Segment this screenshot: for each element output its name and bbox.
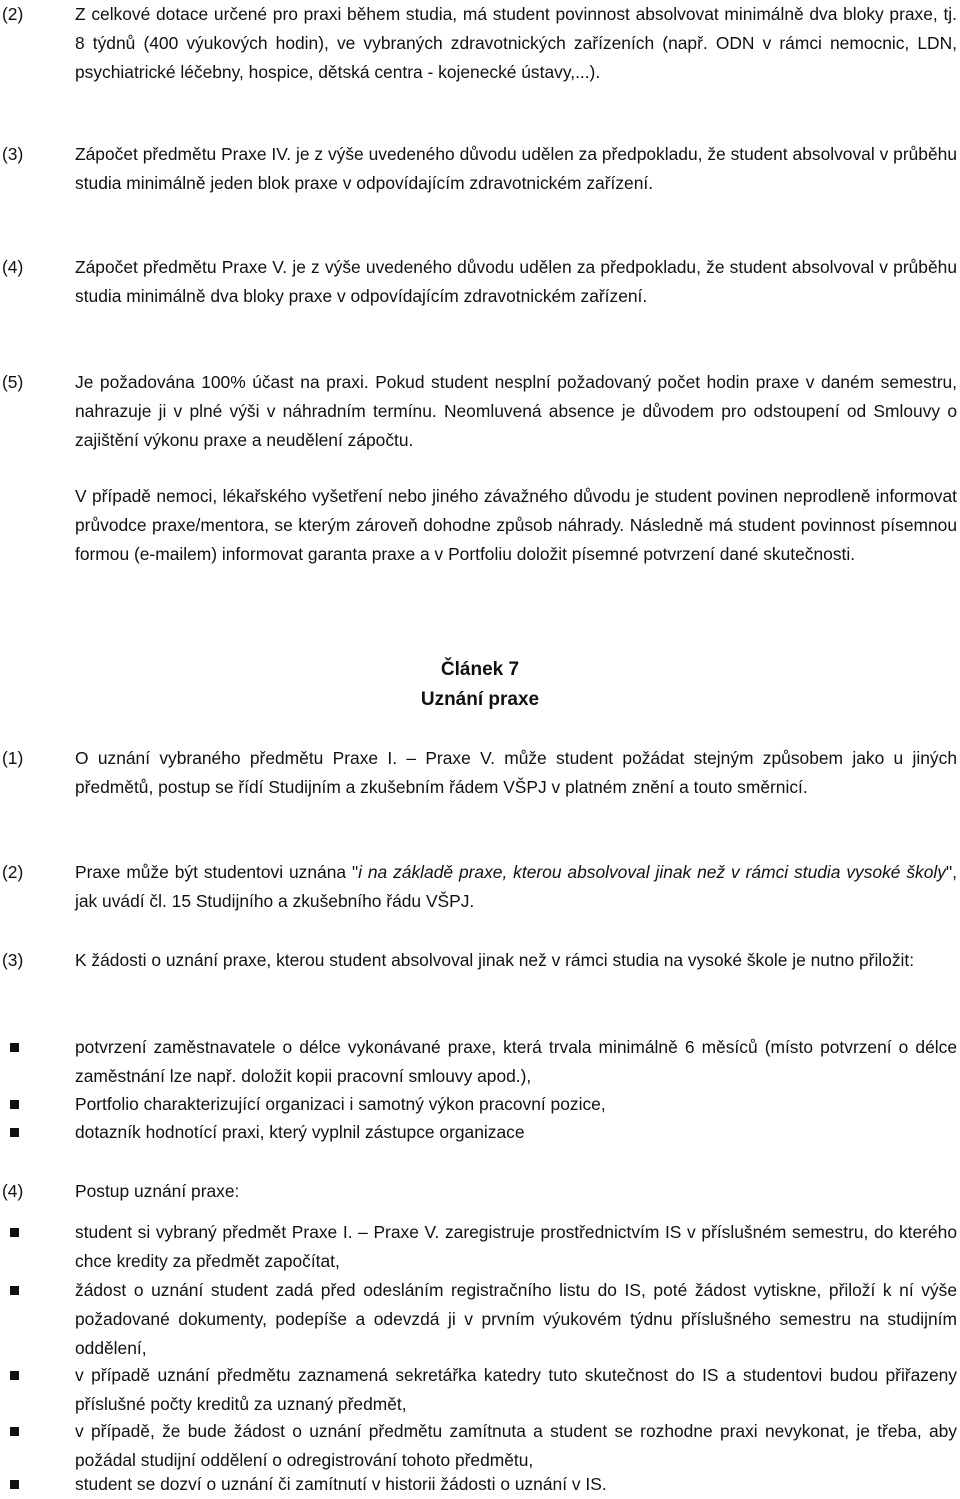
paragraph-number: (4)	[2, 1181, 24, 1201]
article7-paragraph-2	[0, 858, 960, 916]
paragraph-text: O uznání vybraného předmětu Praxe I. – Praxe V. může student požádat stejným způsobem jako u jiných předmětů, postup se řídí Studijním a zkušebním řádem VŠPJ v platném znění a touto směrnicí.	[75, 748, 957, 797]
paragraph-4	[0, 253, 960, 311]
text-segment: Praxe může být studentovi uznána "	[75, 862, 359, 882]
bullet-item	[0, 1276, 960, 1363]
paragraph-text: K žádosti o uznání praxe, kterou student absolvoval jinak než v rámci studia na vysoké škole je nutno přiložit:	[75, 950, 915, 970]
bullet-item	[0, 1118, 960, 1147]
paragraph-text: Zápočet předmětu Praxe IV. je z výše uvedeného důvodu udělen za předpokladu, že student absolvoval v průběhu studia minimálně jeden blok praxe v odpovídajícím zdravotnickém zařízení.	[75, 144, 957, 193]
bullet-item	[0, 1470, 960, 1499]
article7-paragraph-1	[0, 744, 960, 802]
paragraph-5	[0, 368, 960, 455]
paragraph-number: (2)	[2, 862, 24, 882]
bullet-item	[0, 1090, 960, 1119]
paragraph-5-continuation: V případě nemoci, lékařského vyšetření nebo jiného závažného důvodu je student povinen neprodleně informovat průvodce praxe/mentora, se kterým zároveň dohodne způsob náhrady. Následně má student povinnost písemnou formou (e-mailem) informovat garanta praxe a v Portfoliu doložit písemné potvrzení dané skutečnosti.	[75, 486, 957, 564]
article7-paragraph-4	[0, 1177, 960, 1206]
bullet-item	[0, 1218, 960, 1276]
paragraph-number: (4)	[2, 257, 24, 277]
square-bullet-icon	[10, 1128, 19, 1137]
paragraph-text: Zápočet předmětu Praxe V. je z výše uvedeného důvodu udělen za předpokladu, že student absolvoval v průběhu studia minimálně dva bloky praxe v odpovídajícím zdravotnickém zařízení.	[75, 257, 957, 306]
bullet-text: v případě, že bude žádost o uznání předmětu zamítnuta a student se rozhodne praxi nevykonat, je třeba, aby požádal studijní oddělení o odregistrování tohoto předmětu,	[75, 1421, 957, 1470]
article-heading: Článek 7	[440, 659, 520, 680]
bullet-text: student si vybraný předmět Praxe I. – Praxe V. zaregistruje prostřednictvím IS v příslušném semestru, do kterého chce kredity za předmět započítat,	[75, 1222, 957, 1271]
paragraph-number: (2)	[2, 4, 24, 24]
square-bullet-icon	[10, 1043, 19, 1052]
italic-quote: i na základě praxe, kterou absolvoval jinak než v rámci studia vysoké školy	[358, 862, 946, 882]
paragraph-number: (1)	[2, 748, 24, 768]
square-bullet-icon	[10, 1286, 19, 1295]
square-bullet-icon	[10, 1371, 19, 1380]
paragraph-number: (3)	[2, 144, 24, 164]
square-bullet-icon	[10, 1427, 19, 1436]
paragraph-text: Z celkové dotace určené pro praxi během studia, má student povinnost absolvovat minimálně dva bloky praxe, tj. 8 týdnů (400 výukových hodin), ve vybraných zdravotnických zařízeních (např. ODN v rámci nemocnic, LDN, psychiatrické léčebny, hospice, dětská centra - kojenecké ústavy,...).	[75, 4, 957, 82]
square-bullet-icon	[10, 1100, 19, 1109]
paragraph-text	[75, 858, 957, 916]
paragraph-3	[0, 140, 960, 198]
bullet-item	[0, 1417, 960, 1475]
article7-paragraph-3	[0, 946, 960, 975]
bullet-text: student se dozví o uznání či zamítnutí v historii žádosti o uznání v IS.	[75, 1474, 607, 1494]
article-title: Uznání praxe	[420, 689, 540, 710]
square-bullet-icon	[10, 1228, 19, 1237]
paragraph-text: Postup uznání praxe:	[75, 1181, 240, 1201]
text-segment: ", jak uvádí čl. 15 Studijního a zkušebního řádu VŠPJ.	[75, 862, 957, 911]
square-bullet-icon	[10, 1480, 19, 1489]
bullet-text: Portfolio charakterizující organizaci i samotný výkon pracovní pozice,	[75, 1094, 606, 1114]
bullet-text: dotazník hodnotící praxi, který vyplnil zástupce organizace	[75, 1122, 525, 1142]
bullet-text: v případě uznání předmětu zaznamená sekretářka katedry tuto skutečnost do IS a studentovi budou přiřazeny příslušné počty kreditů za uznaný předmět,	[75, 1365, 957, 1414]
paragraph-text: Je požadována 100% účast na praxi. Pokud student nesplní požadovaný počet hodin praxe v daném semestru, nahrazuje ji v plné výši v náhradním termínu. Neomluvená absence je důvodem pro odstoupení od Smlouvy o zajištění výkonu praxe a neudělení zápočtu.	[75, 372, 957, 450]
paragraph-2	[0, 0, 960, 87]
bullet-item	[0, 1033, 960, 1091]
bullet-text: žádost o uznání student zadá před odesláním registračního listu do IS, poté žádost vytiskne, přiloží k ní výše požadované dokumenty, podepíše a odevzdá ji v prvním výukovém týdnu příslušného semestru na studijním oddělení,	[75, 1280, 957, 1358]
bullet-text: potvrzení zaměstnavatele o délce vykonávané praxe, která trvala minimálně 6 měsíců (místo potvrzení o délce zaměstnání lze např. doložit kopii pracovní smlouvy apod.),	[75, 1037, 957, 1086]
bullet-item	[0, 1361, 960, 1419]
paragraph-number: (3)	[2, 950, 24, 970]
paragraph-number: (5)	[2, 372, 24, 392]
